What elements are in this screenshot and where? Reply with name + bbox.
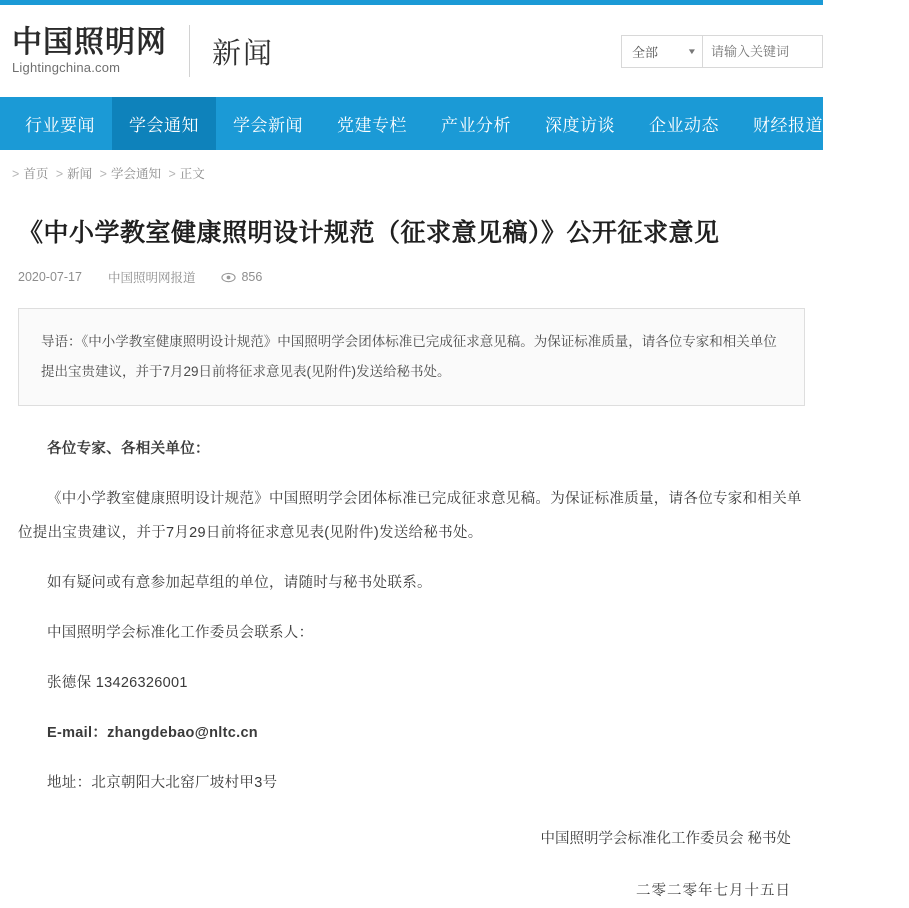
- main-navigation: [0, 97, 892, 150]
- nav-item-4[interactable]: 产业分析: [441, 116, 511, 136]
- article-signature-block: [18, 822, 805, 908]
- nav-item-1[interactable]: 学会通知: [112, 97, 216, 150]
- nav-item-5[interactable]: 深度访谈: [545, 116, 615, 136]
- article-paragraph-4: 张德保 13426326001: [47, 675, 188, 691]
- breadcrumb-item-1[interactable]: 新闻: [67, 167, 93, 181]
- search-input[interactable]: [703, 35, 823, 68]
- breadcrumb: [0, 150, 823, 192]
- article-lead: 导语：《中小学教室健康照明设计规范》中国照明学会团体标准已完成征求意见稿。为保证标准质量，请各位专家和相关单位提出宝贵建议，并于7月29日前将征求意见表(见附件)发送给秘书处。: [18, 308, 805, 406]
- site-header: [0, 5, 823, 97]
- nav-item-6[interactable]: 企业动态: [649, 116, 719, 136]
- search-scope-select[interactable]: [621, 35, 703, 68]
- logo-divider: [189, 25, 190, 77]
- article-source: 中国照明网报道: [107, 271, 196, 285]
- article-paragraph-5: E-mail：zhangdebao@nltc.cn: [47, 725, 258, 741]
- article: [0, 216, 823, 908]
- article-paragraph-3: 中国照明学会标准化工作委员会联系人：: [47, 625, 314, 641]
- breadcrumb-item-3: 正文: [179, 167, 205, 181]
- search-area: [621, 35, 823, 68]
- logo-chinese-text: 中国照明网: [12, 25, 167, 60]
- article-paragraph-1: 《中小学教室健康照明设计规范》中国照明学会团体标准已完成征求意见稿。为保证标准质量，请各位专家和相关单位提出宝贵建议，并于7月29日前将征求意见表(见附件)发送给秘书处。: [18, 491, 802, 541]
- article-paragraph-6: 地址：北京朝阳大北窑厂坡村甲3号: [47, 775, 278, 791]
- chevron-down-icon: ▼: [686, 47, 698, 56]
- article-body: [18, 432, 805, 800]
- breadcrumb-prefix: >: [12, 167, 20, 181]
- nav-item-8[interactable]: 国际: [857, 116, 892, 136]
- nav-item-7[interactable]: 财经报道: [753, 116, 823, 136]
- breadcrumb-sep-2: >: [168, 167, 176, 181]
- article-meta: [18, 268, 805, 286]
- view-count: [221, 270, 262, 285]
- site-logo[interactable]: [8, 26, 167, 76]
- nav-item-2[interactable]: 学会新闻: [233, 116, 303, 136]
- publish-date: 2020-07-17: [18, 270, 82, 284]
- article-paragraph-2: 如有疑问或有意参加起草组的单位，请随时与秘书处联系。: [47, 575, 432, 591]
- breadcrumb-sep-1: >: [99, 167, 107, 181]
- logo-english-text: Lightingchina.com: [12, 60, 121, 75]
- search-scope-label: 全部: [632, 45, 659, 60]
- section-title: 新闻: [212, 35, 275, 70]
- signature-organization: 中国照明学会标准化工作委员会 秘书处: [540, 831, 791, 847]
- view-count-value: 856: [241, 270, 263, 284]
- article-paragraph-0: 各位专家、各相关单位：: [47, 441, 210, 457]
- breadcrumb-item-2[interactable]: 学会通知: [110, 167, 161, 181]
- breadcrumb-sep-0: >: [55, 167, 64, 181]
- nav-item-3[interactable]: 党建专栏: [337, 116, 407, 136]
- signature-date: 二零二零年七月十五日: [636, 883, 791, 899]
- eye-icon: [221, 270, 236, 285]
- page-title: 《中小学教室健康照明设计规范（征求意见稿）》公开征求意见: [18, 218, 720, 247]
- breadcrumb-item-0[interactable]: 首页: [23, 167, 49, 181]
- nav-item-0[interactable]: 行业要闻: [25, 116, 95, 136]
